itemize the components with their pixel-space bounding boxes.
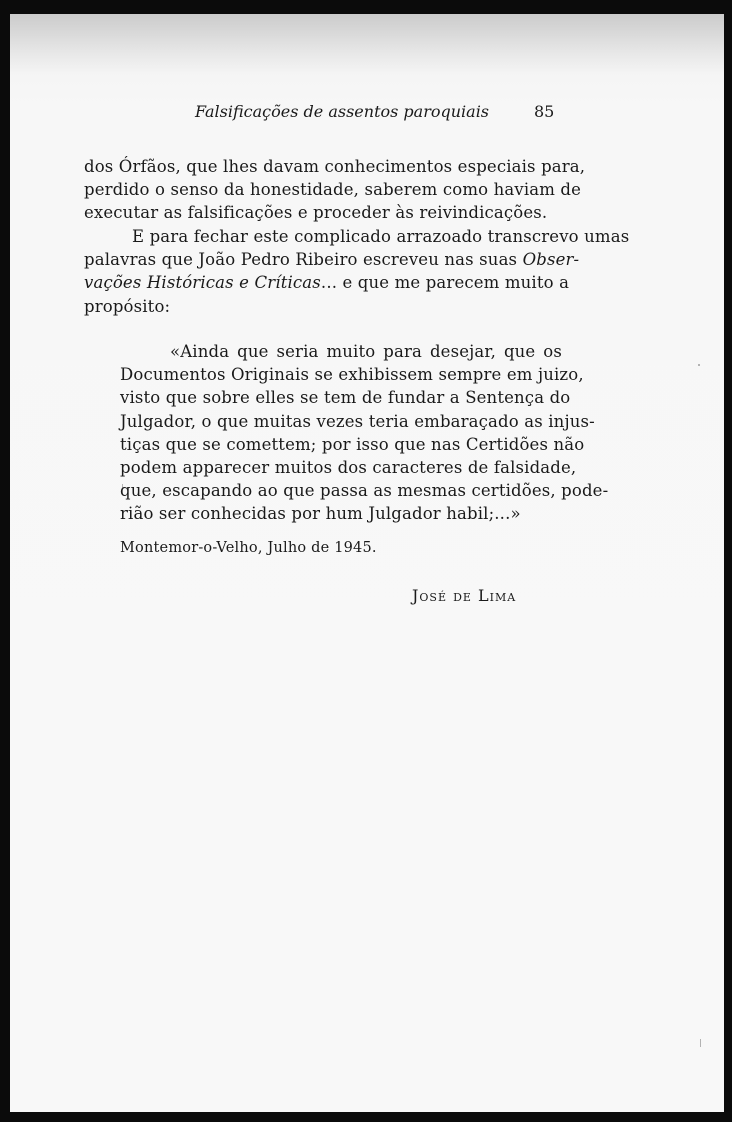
quote-line: rião ser conhecidas por hum Julgador habil;...» [120, 504, 521, 524]
quote-line: «Ainda que seria muito para desejar, que os [170, 342, 562, 361]
paragraph-2 [84, 225, 630, 318]
quote-line: Documentos Originais se exhibissem sempre em juizo, [120, 365, 584, 385]
running-title: Falsificações de assentos paroquiais [195, 102, 490, 121]
italic-title-span: vações Históricas e Críticas [84, 273, 321, 293]
author-signature: José de Lima [412, 586, 517, 605]
text-line [84, 295, 562, 318]
quote-line: visto que sobre elles se tem de fundar a Sentença do [120, 388, 571, 408]
text-span: E para fechar este complicado arrazoado transcrevo umas [132, 227, 630, 246]
text-line: perdido o senso da honestidade, saberem como haviam de [84, 180, 582, 200]
quote-line: Julgador, o que muitas vezes teria embaraçado as injus- [120, 411, 595, 431]
place-and-date: Montemor-o-Velho, Julho de 1945. [120, 540, 377, 556]
text-span: ... e que me parecem muito a [320, 273, 570, 293]
quote-line: podem apparecer muitos dos caracteres de falsidade, [120, 458, 577, 478]
book-page [10, 14, 724, 1112]
text-line [84, 248, 580, 271]
text-span: propósito: [84, 296, 171, 316]
paragraph-1 [84, 155, 586, 225]
quote-line: que, escapando ao que passa as mesmas certidões, pode- [120, 481, 609, 501]
page-number: 85 [534, 102, 555, 121]
text-span: palavras que João Pedro Ribeiro escreveu nas suas [84, 250, 518, 270]
scan-speck [700, 1039, 701, 1047]
italic-title-span: Obser- [522, 250, 580, 270]
scan-speck [122, 484, 123, 490]
text-line [84, 225, 630, 248]
quote-line: tiças que se comettem; por isso que nas Certidões não [120, 434, 585, 454]
block-quote [120, 340, 609, 526]
text-line: executar as falsificações e proceder às reivindicações. [84, 203, 548, 223]
text-line: dos Órfãos, que lhes davam conhecimentos especiais para, [84, 157, 586, 176]
text-line [84, 271, 570, 294]
scan-speck [698, 364, 700, 366]
running-header [10, 102, 724, 126]
